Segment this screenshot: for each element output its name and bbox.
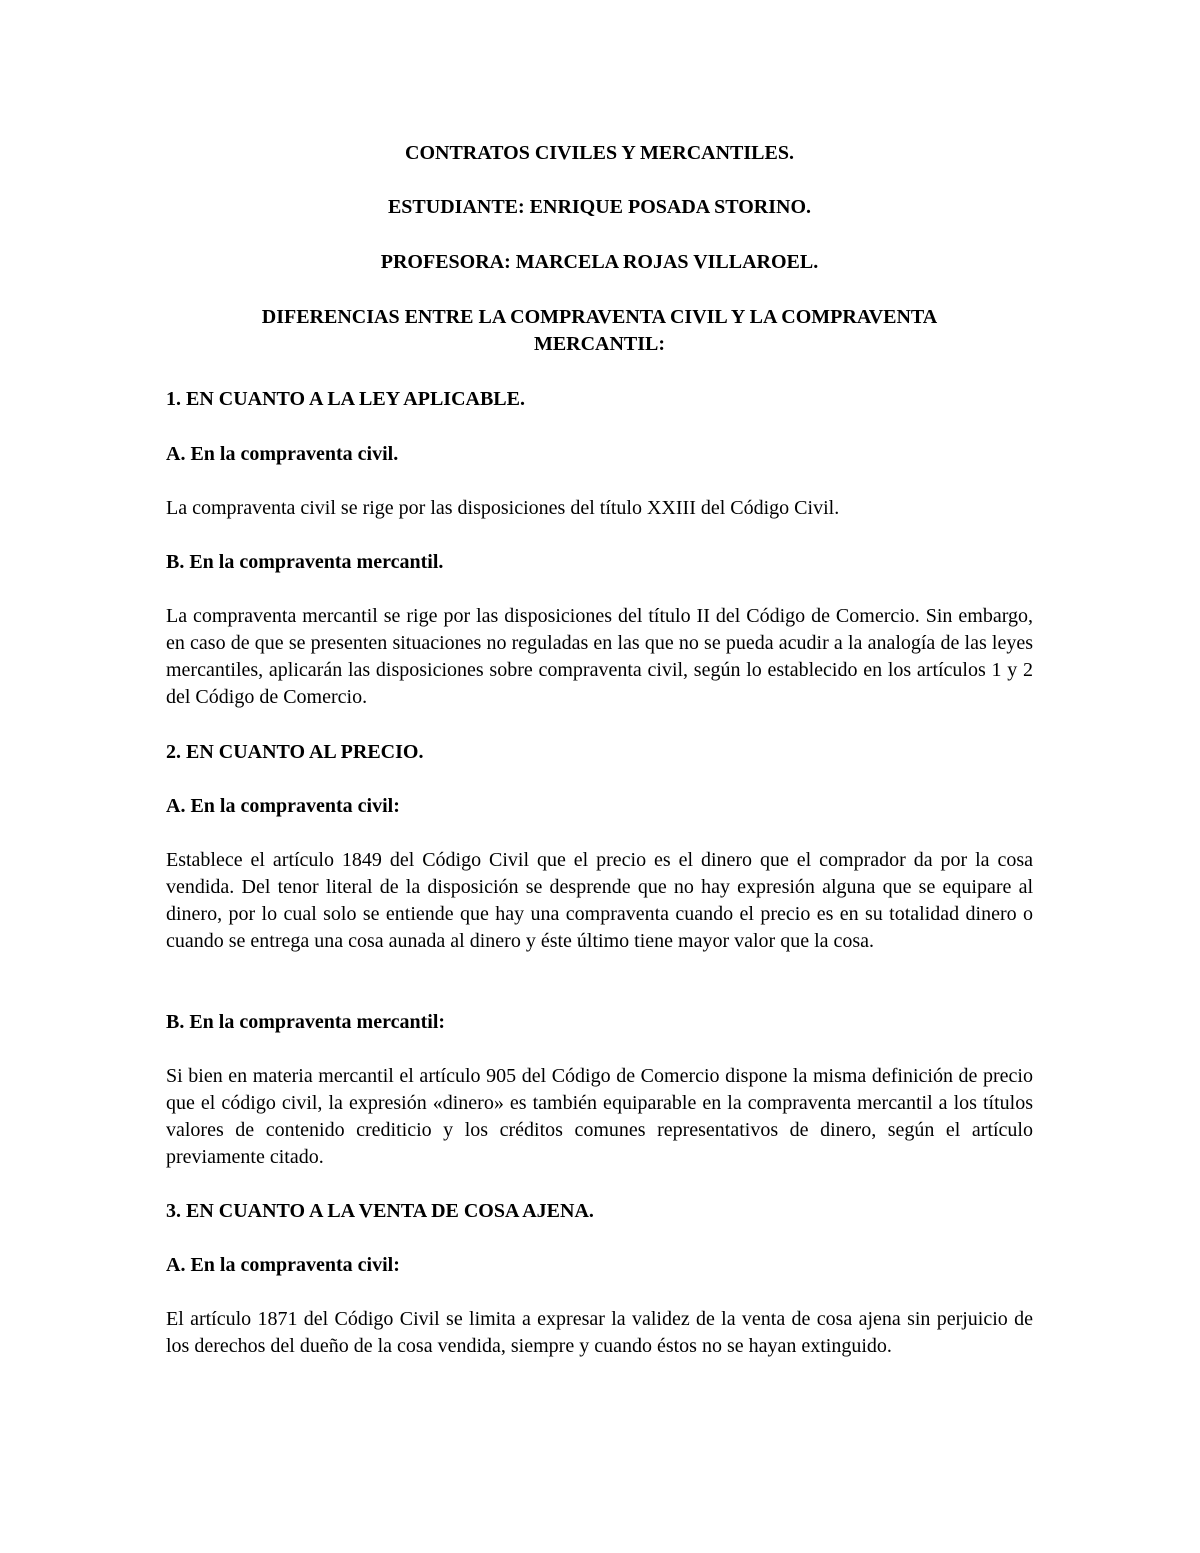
section-1-heading: 1. EN CUANTO A LA LEY APLICABLE. xyxy=(166,388,525,410)
section-2a-paragraph: Establece el artículo 1849 del Código Civil que el precio es el dinero que el comprador da por la cosa vendida. Del tenor literal de la disposición se desprende que no hay expresión alguna que se equipare al dinero, por lo cual solo se entiende que hay una compraventa cuando el precio es en su totalidad dinero o cuando se entrega una cosa aunada al dinero y éste último tiene mayor valor que la cosa. xyxy=(166,849,1033,952)
student-line: ESTUDIANTE: ENRIQUE POSADA STORINO. xyxy=(387,196,812,218)
section-1b-heading: B. En la compraventa mercantil. xyxy=(166,551,444,573)
document-title: CONTRATOS CIVILES Y MERCANTILES. xyxy=(405,142,794,164)
section-3a-paragraph: El artículo 1871 del Código Civil se limita a expresar la validez de la venta de cosa ajena sin perjuicio de los derechos del dueño de la cosa vendida, siempre y cuando éstos no se hayan extinguido. xyxy=(166,1308,1033,1357)
section-2b-heading: B. En la compraventa mercantil: xyxy=(166,1011,446,1033)
section-2-heading: 2. EN CUANTO AL PRECIO. xyxy=(166,741,424,763)
section-1b-paragraph: La compraventa mercantil se rige por las disposiciones del título II del Código de Comercio. Sin embargo, en caso de que se presenten situaciones no reguladas en las que no se pueda acudir a la analogía de las leyes mercantiles, aplicarán las disposiciones sobre compraventa civil, según lo establecido en los artículos 1 y 2 del Código de Comercio. xyxy=(166,605,1033,708)
section-2b-paragraph: Si bien en materia mercantil el artículo 905 del Código de Comercio dispone la misma definición de precio que el código civil, la expresión «dinero» es también equiparable en la compraventa mercantil a los títulos valores de contenido crediticio y los créditos comunes representativos de dinero, según el artículo previamente citado. xyxy=(166,1065,1033,1168)
section-3-heading: 3. EN CUANTO A LA VENTA DE COSA AJENA. xyxy=(166,1200,594,1222)
topic-heading: DIFERENCIAS ENTRE LA COMPRAVENTA CIVIL Y LA COMPRAVENTA MERCANTIL: xyxy=(261,306,938,355)
section-3a-heading: A. En la compraventa civil: xyxy=(166,1254,400,1276)
section-1a-heading: A. En la compraventa civil. xyxy=(166,443,399,465)
section-2a-heading: A. En la compraventa civil: xyxy=(166,795,400,817)
professor-line: PROFESORA: MARCELA ROJAS VILLAROEL. xyxy=(380,251,819,273)
section-1a-paragraph: La compraventa civil se rige por las disposiciones del título XXIII del Código Civil. xyxy=(166,497,840,519)
